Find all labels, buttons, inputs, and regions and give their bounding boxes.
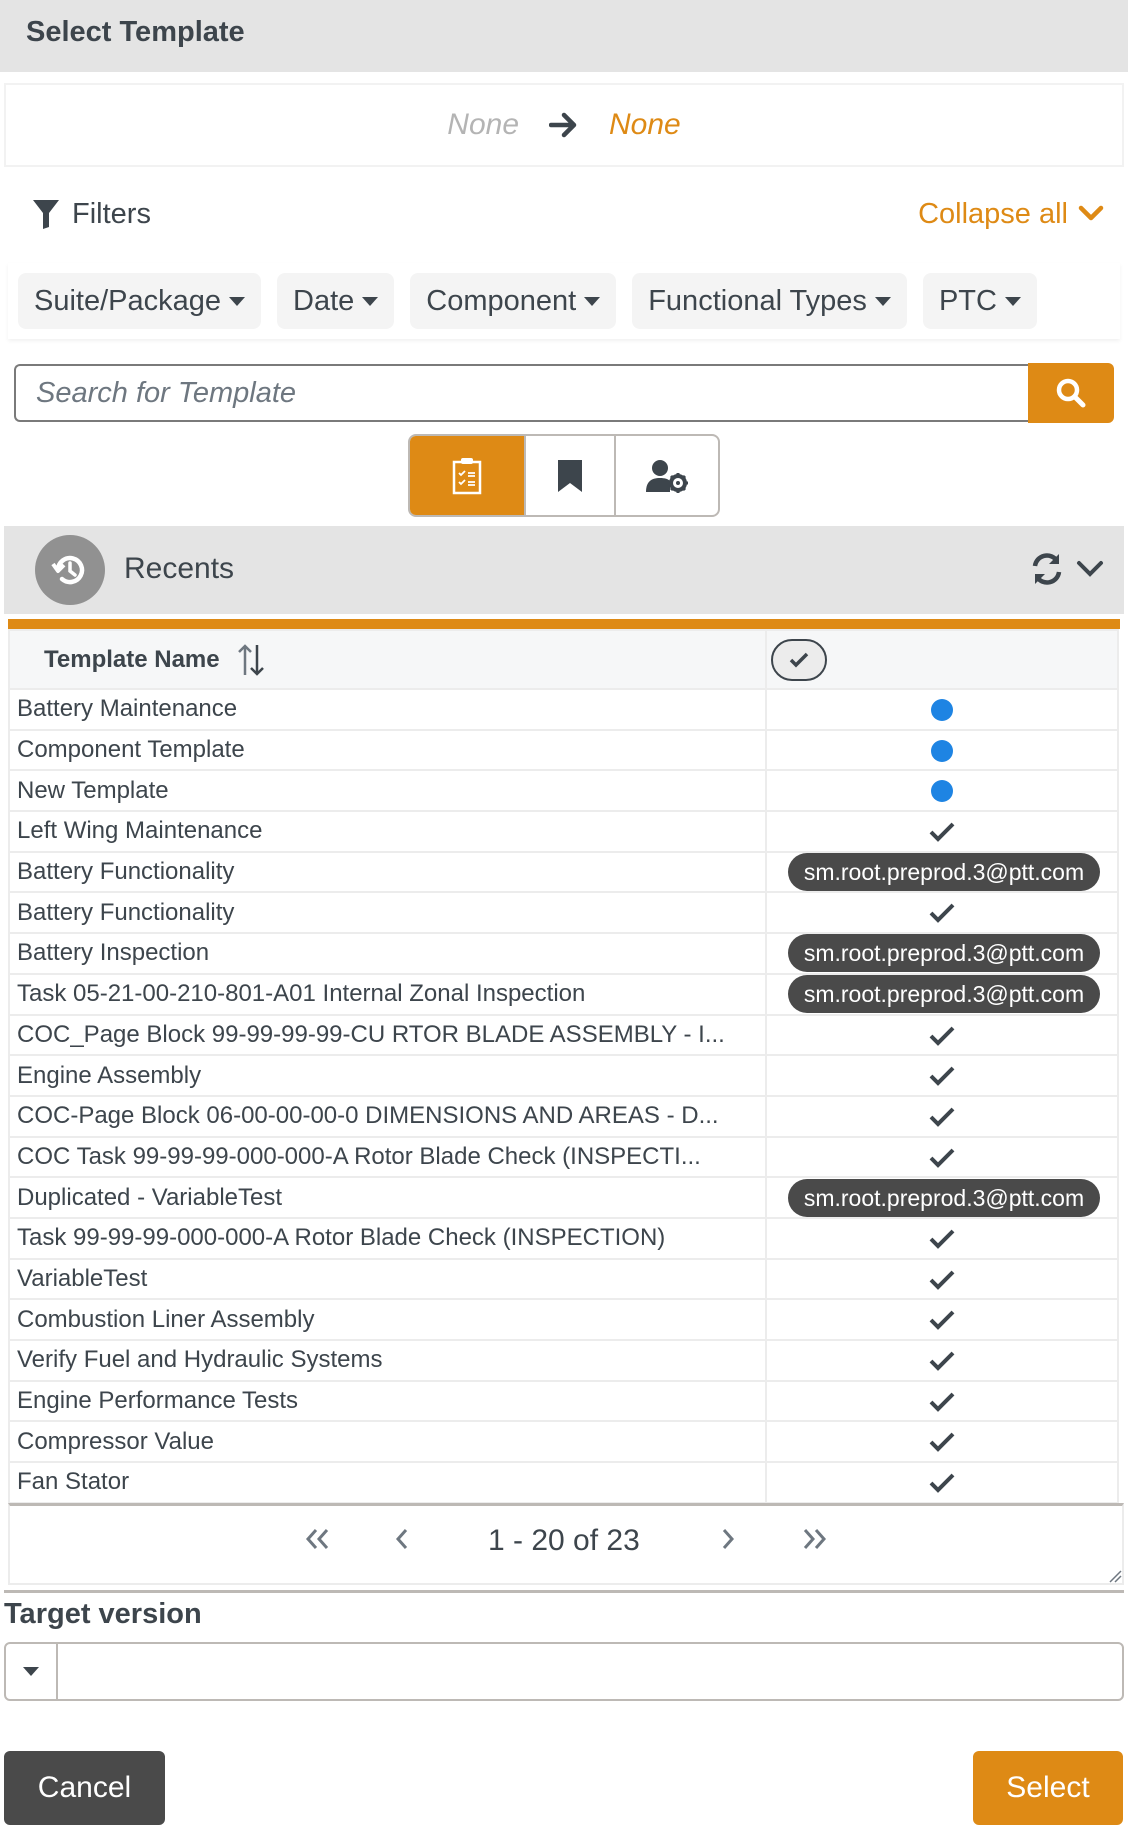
sort-icon[interactable] [236, 643, 266, 677]
caret-down-icon [1005, 297, 1021, 306]
caret-down-icon [362, 297, 378, 306]
status-cell [766, 852, 1118, 893]
template-name-cell: New Template [9, 770, 766, 811]
template-name-cell: Left Wing Maintenance [9, 811, 766, 852]
history-icon [35, 535, 105, 605]
recents-label: Recents [124, 552, 235, 585]
locked-by-user-badge: sm.root.preprod.3@ptt.com [788, 853, 1100, 891]
resize-handle-icon[interactable] [1108, 1569, 1122, 1583]
filters-label: Filters [72, 197, 151, 230]
table-row[interactable] [9, 933, 1118, 974]
double-chevron-right-icon [800, 1524, 828, 1554]
check-icon [929, 903, 955, 923]
target-version-display: None [609, 108, 681, 141]
table-row[interactable] [9, 1137, 1118, 1178]
filter-icon [32, 198, 60, 230]
template-name-cell: Verify Fuel and Hydraulic Systems [9, 1340, 766, 1381]
status-cell [766, 1381, 1118, 1422]
unsaved-dot-icon [931, 780, 953, 802]
divider [4, 1590, 1124, 1593]
table-row[interactable] [9, 1381, 1118, 1422]
check-icon [929, 822, 955, 842]
check-icon [929, 1229, 955, 1249]
table-row[interactable] [9, 1421, 1118, 1462]
status-cell [766, 770, 1118, 811]
template-name-cell: Duplicated - VariableTest [9, 1177, 766, 1218]
status-cell [766, 1421, 1118, 1462]
user-settings-view-button[interactable] [614, 436, 718, 515]
status-cell [766, 1096, 1118, 1137]
status-cell [766, 974, 1118, 1015]
filter-component[interactable] [410, 273, 616, 329]
chip-label: PTC [938, 284, 997, 317]
template-name-cell: VariableTest [9, 1259, 766, 1300]
chevron-down-icon[interactable] [1076, 559, 1104, 579]
template-name-cell: Battery Maintenance [9, 689, 766, 730]
check-icon [929, 1066, 955, 1086]
filter-date[interactable] [277, 273, 394, 329]
table-header-row [9, 630, 1118, 689]
table-row[interactable] [9, 1055, 1118, 1096]
check-circle-icon[interactable] [771, 639, 827, 681]
caret-down-icon [229, 297, 245, 306]
template-name-cell: Engine Performance Tests [9, 1381, 766, 1422]
status-cell [766, 730, 1118, 771]
filters-heading [32, 194, 151, 234]
table-row[interactable] [9, 892, 1118, 933]
chip-label: Functional Types [648, 284, 867, 317]
search-input[interactable] [14, 364, 1028, 422]
check-icon [929, 1270, 955, 1290]
check-icon [929, 1473, 955, 1493]
double-chevron-left-icon [304, 1524, 332, 1554]
last-page-button[interactable] [800, 1524, 828, 1562]
table-row[interactable] [9, 1340, 1118, 1381]
table-accent-bar [8, 619, 1120, 629]
recents-actions [1030, 552, 1104, 586]
search-icon [1055, 377, 1087, 409]
filter-functional-types[interactable] [632, 273, 907, 329]
column-label: Template Name [44, 645, 220, 673]
chevron-right-icon [720, 1524, 736, 1554]
source-version: None [447, 108, 519, 141]
template-name-cell: Battery Functionality [9, 852, 766, 893]
recents-panel-header[interactable] [4, 526, 1124, 614]
cancel-button[interactable]: Cancel [4, 1751, 165, 1825]
template-name-cell: COC-Page Block 06-00-00-00-0 DIMENSIONS AND AREAS - D... [9, 1096, 766, 1137]
table-row[interactable] [9, 1259, 1118, 1300]
status-cell [766, 1177, 1118, 1218]
table-row[interactable] [9, 1096, 1118, 1137]
check-icon [929, 1432, 955, 1452]
status-cell [766, 1015, 1118, 1056]
template-name-cell: COC_Page Block 99-99-99-99-CU RTOR BLADE ASSEMBLY - I... [9, 1015, 766, 1056]
templates-view-button[interactable] [410, 436, 524, 515]
template-name-cell: Task 99-99-99-000-000-A Rotor Blade Check (INSPECTION) [9, 1218, 766, 1259]
template-name-cell: Battery Functionality [9, 892, 766, 933]
table-row[interactable] [9, 730, 1118, 771]
page-range: 1 - 20 of 23 [488, 1524, 640, 1557]
template-name-cell: COC Task 99-99-99-000-000-A Rotor Blade Check (INSPECTI... [9, 1137, 766, 1178]
template-name-cell: Battery Inspection [9, 933, 766, 974]
table-row[interactable] [9, 1177, 1118, 1218]
status-cell [766, 1218, 1118, 1259]
check-icon [929, 1392, 955, 1412]
target-version-select[interactable] [4, 1642, 1124, 1701]
status-cell [766, 1299, 1118, 1340]
unsaved-dot-icon [931, 699, 953, 721]
table-row[interactable] [9, 1462, 1118, 1503]
column-template-name[interactable] [9, 630, 766, 689]
template-name-cell: Combustion Liner Assembly [9, 1299, 766, 1340]
template-name-cell: Component Template [9, 730, 766, 771]
template-name-cell: Task 05-21-00-210-801-A01 Internal Zonal Inspection [9, 974, 766, 1015]
locked-by-user-badge: sm.root.preprod.3@ptt.com [788, 1179, 1100, 1217]
template-name-cell: Fan Stator [9, 1462, 766, 1503]
table-row[interactable] [9, 1299, 1118, 1340]
version-transition [4, 83, 1124, 167]
check-icon [929, 1026, 955, 1046]
status-cell [766, 892, 1118, 933]
chevron-down-icon [1078, 205, 1104, 223]
status-cell [766, 1137, 1118, 1178]
check-icon [929, 1310, 955, 1330]
table-row[interactable] [9, 974, 1118, 1015]
arrow-right-icon [549, 111, 579, 139]
chevron-left-icon [394, 1524, 410, 1554]
table-row[interactable] [9, 770, 1118, 811]
chip-label: Component [426, 284, 577, 317]
filter-chip-bar [8, 263, 1120, 339]
user-gear-icon [646, 459, 688, 493]
table-row[interactable] [9, 1015, 1118, 1056]
check-icon [929, 1107, 955, 1127]
pagination [8, 1503, 1124, 1585]
templates-table-container [8, 619, 1120, 1504]
search-button[interactable] [1028, 363, 1114, 423]
select-button[interactable]: Select [973, 1751, 1123, 1825]
locked-by-user-badge: sm.root.preprod.3@ptt.com [788, 934, 1100, 972]
status-cell [766, 689, 1118, 730]
dialog-title: Select Template [26, 16, 245, 48]
status-cell [766, 1462, 1118, 1503]
caret-down-icon [584, 297, 600, 306]
status-cell [766, 933, 1118, 974]
column-status[interactable] [766, 630, 1118, 689]
search-bar [14, 364, 1114, 422]
table-row[interactable] [9, 811, 1118, 852]
check-icon [929, 1351, 955, 1371]
filter-suite-package[interactable] [18, 273, 261, 329]
templates-table [8, 629, 1119, 1504]
status-cell [766, 811, 1118, 852]
table-row[interactable] [9, 1218, 1118, 1259]
collapse-all-label: Collapse all [918, 197, 1068, 230]
target-version-label: Target version [4, 1598, 202, 1630]
status-cell [766, 1259, 1118, 1300]
status-cell [766, 1340, 1118, 1381]
unsaved-dot-icon [931, 740, 953, 762]
dropdown-toggle[interactable] [6, 1644, 58, 1699]
first-page-button[interactable] [304, 1524, 332, 1562]
locked-by-user-badge: sm.root.preprod.3@ptt.com [788, 975, 1100, 1013]
caret-down-icon [875, 297, 891, 306]
dialog-header [0, 0, 1128, 72]
next-page-button[interactable] [720, 1524, 736, 1562]
target-version-value [58, 1644, 1122, 1699]
bookmarks-view-button[interactable] [524, 436, 614, 515]
template-name-cell: Engine Assembly [9, 1055, 766, 1096]
view-toggle-group [408, 434, 720, 517]
bookmark-icon [557, 459, 583, 493]
previous-page-button[interactable] [394, 1524, 410, 1562]
table-row[interactable] [9, 852, 1118, 893]
caret-down-icon [23, 1667, 39, 1676]
template-name-cell: Compressor Value [9, 1421, 766, 1462]
check-icon [929, 1148, 955, 1168]
clipboard-checklist-icon [452, 457, 482, 495]
status-cell [766, 1055, 1118, 1096]
table-row[interactable] [9, 689, 1118, 730]
filter-ptc[interactable] [923, 273, 1037, 329]
collapse-all-button[interactable] [918, 194, 1104, 234]
chip-label: Suite/Package [34, 284, 222, 317]
refresh-icon[interactable] [1030, 552, 1064, 586]
chip-label: Date [293, 284, 355, 317]
